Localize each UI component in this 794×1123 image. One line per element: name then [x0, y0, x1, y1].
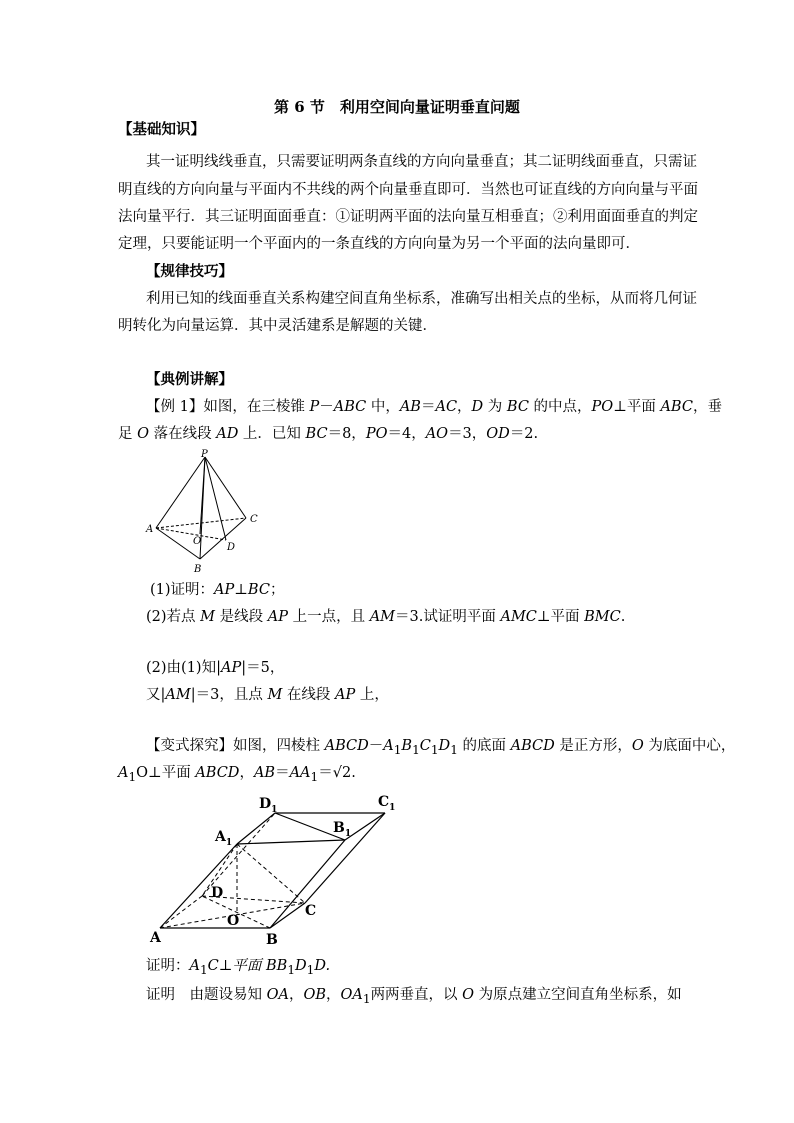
basic-paragraph-line-4: 定理，只要能证明一个平面内的一条直线的方向向量为另一个平面的法向量即可． — [118, 236, 640, 252]
prism-label-A1: $A_1$ — [215, 829, 233, 848]
prism-label-D1: $D_1$ — [259, 796, 278, 815]
prism-figure — [140, 788, 410, 948]
examples-heading: 【典例讲解】 — [146, 371, 233, 388]
label-C: C — [250, 514, 258, 525]
prism-label-C1: $C_1$ — [378, 794, 396, 813]
label-P: P — [201, 449, 208, 460]
variant-line-1: 【变式探究】如图，四棱柱 $ABCD-A_1B_1C_1D_1$ 的底面 ABCD 是正方形，O 为底面中心， — [146, 738, 736, 757]
variant-proof-goal: 证明：$A_1C\perp$平面 $BB_1D_1D$. — [146, 958, 331, 977]
example1-question-1: (1)证明：AP⊥BC； — [150, 582, 285, 598]
prism-label-C: C — [305, 903, 317, 919]
prism-label-O: O — [227, 913, 240, 929]
prism-label-B1: $B_1$ — [333, 820, 352, 839]
label-A: A — [146, 524, 154, 535]
variant-proof-line: 证明 由题设易知 OA，OB，$OA_1$两两垂直，以 O 为原点建立空间直角坐标系，如 — [146, 987, 682, 1006]
basic-knowledge-heading: 【基础知识】 — [118, 121, 205, 138]
basic-paragraph-line-2: 明直线的方向向量与平面内不共线的两个向量垂直即可．当然也可证直线的方向向量与平面 — [118, 182, 698, 198]
skills-heading: 【规律技巧】 — [146, 263, 233, 280]
pyramid-figure — [140, 448, 270, 576]
example1-question-2: (2)若点 M 是线段 AP 上一点，且 AM＝3.试证明平面 AMC⊥平面 BMC. — [146, 609, 626, 625]
example1-solution-line-2: 又|AM|＝3，且点 M 在线段 AP 上， — [146, 687, 389, 703]
skills-paragraph-line-1: 利用已知的线面垂直关系构建空间直角坐标系，准确写出相关点的坐标，从而将几何证 — [146, 291, 697, 307]
basic-paragraph-line-1: 其一证明线线垂直，只需要证明两条直线的方向向量垂直；其二证明线面垂直，只需证 — [146, 154, 697, 170]
variant-line-2: $A_1O\perp$平面 ABCD，$AB=AA_1=√2$. — [118, 765, 356, 784]
skills-paragraph-line-2: 明转化为向量运算．其中灵活建系是解题的关键． — [118, 318, 437, 334]
basic-paragraph-line-3: 法向量平行．其三证明面面垂直：①证明两平面的法向量互相垂直；②利用面面垂直的判定 — [118, 209, 698, 225]
label-D: D — [227, 542, 236, 553]
example1-line-2: 足 O 落在线段 AD 上．已知 BC＝8，PO＝4，AO＝3，OD＝2. — [118, 426, 539, 442]
prism-label-B: B — [266, 932, 278, 948]
page-title: 第 6 节 利用空间向量证明垂直问题 — [274, 98, 520, 116]
example1-line-1: 【例 1】如图，在三棱锥 P－ABC 中，AB＝AC，D 为 BC 的中点，PO⊥平面 ABC，垂 — [146, 399, 722, 415]
example1-solution-line-1: (2)由(1)知|AP|＝5， — [146, 660, 285, 676]
prism-label-A: A — [150, 930, 161, 946]
label-O: O — [193, 536, 202, 547]
prism-label-D: D — [211, 885, 224, 901]
label-B: B — [194, 564, 202, 575]
